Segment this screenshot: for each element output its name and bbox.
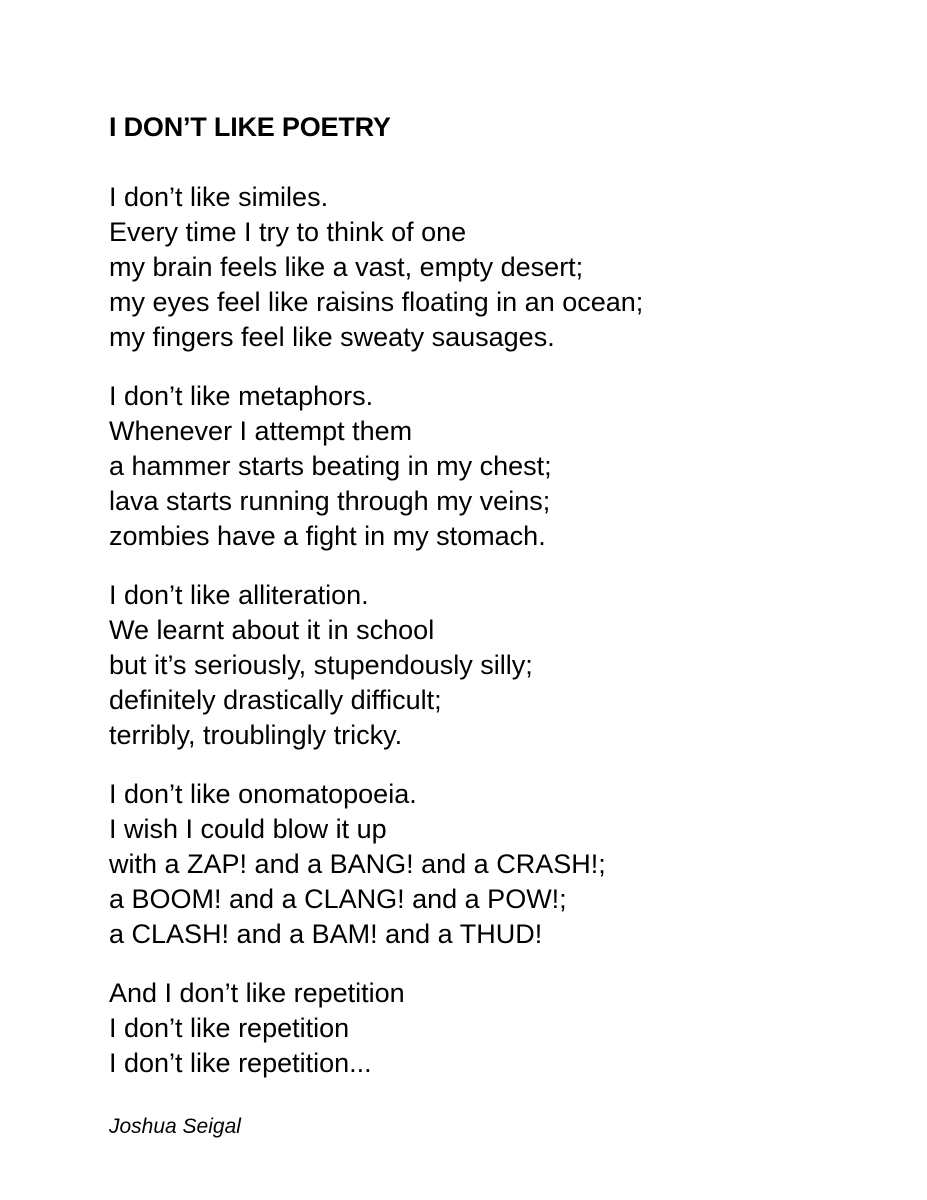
poem-line: I don’t like repetition — [109, 1013, 350, 1043]
stanza-alliteration — [109, 578, 889, 753]
stanza-repetition — [109, 976, 889, 1081]
stanza-metaphors — [109, 379, 889, 554]
poem-line: We learnt about it in school — [109, 615, 435, 645]
stanza-onomatopoeia — [109, 777, 889, 952]
poem-line: lava starts running through my veins; — [109, 486, 551, 516]
poem-line: terribly, troublingly tricky. — [109, 720, 403, 750]
poem-line: a hammer starts beating in my chest; — [109, 451, 552, 481]
poem-line: I don’t like metaphors. — [109, 381, 374, 411]
poem-line: zombies have a fight in my stomach. — [109, 521, 546, 551]
poem-line: Every time I try to think of one — [109, 217, 467, 247]
poem-line: my brain feels like a vast, empty desert; — [109, 252, 584, 282]
poem-line: And I don’t like repetition — [109, 978, 405, 1008]
poem-page — [109, 110, 889, 1141]
poem-line: but it’s seriously, stupendously silly; — [109, 650, 533, 680]
poem-line: I don’t like similes. — [109, 182, 329, 212]
poem-line: Whenever I attempt them — [109, 416, 413, 446]
poem-line: my eyes feel like raisins floating in an ocean; — [109, 287, 644, 317]
poem-author: Joshua Seigal — [109, 1115, 241, 1138]
poem-line: a BOOM! and a CLANG! and a POW!; — [109, 884, 567, 914]
poem-title: I DON’T LIKE POETRY — [109, 112, 391, 142]
poem-line: I wish I could blow it up — [109, 814, 387, 844]
poem-line: with a ZAP! and a BANG! and a CRASH!; — [109, 849, 606, 879]
poem-line: I don’t like repetition... — [109, 1048, 372, 1078]
poem-line: I don’t like onomatopoeia. — [109, 779, 417, 809]
poem-line: definitely drastically difficult; — [109, 685, 442, 715]
poem-line: a CLASH! and a BAM! and a THUD! — [109, 919, 543, 949]
poem-line: my fingers feel like sweaty sausages. — [109, 322, 555, 352]
stanza-similes — [109, 180, 889, 355]
poem-line: I don’t like alliteration. — [109, 580, 369, 610]
